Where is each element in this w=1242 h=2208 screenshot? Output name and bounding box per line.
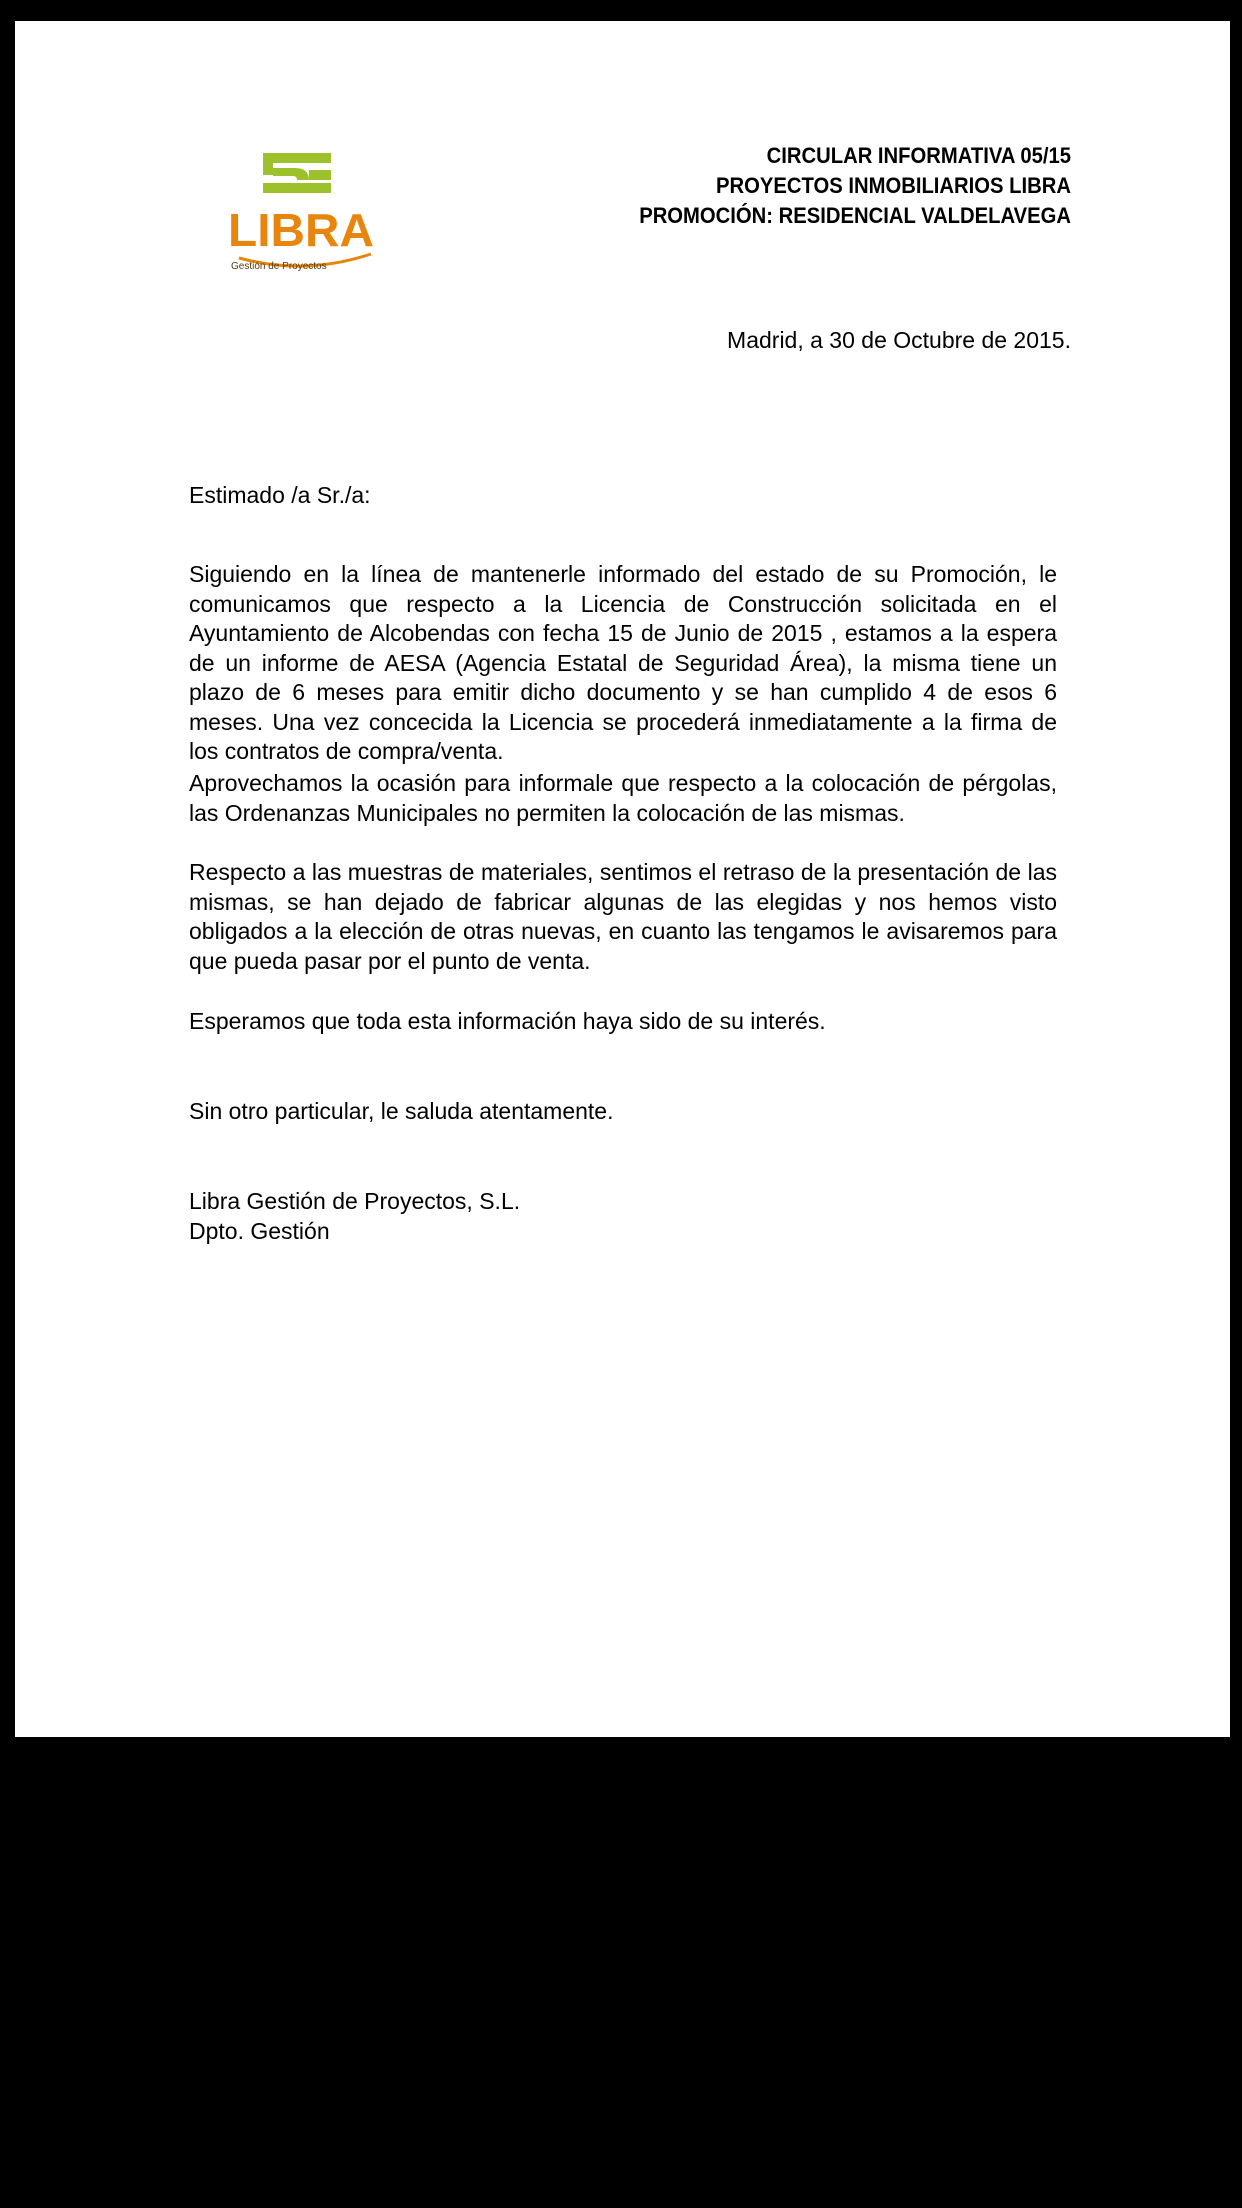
document-page [15,21,1230,1737]
paragraph-licence: Siguiendo en la línea de mantenerle informado del estado de su Promoción, le comunicamos que respecto a la Licencia de Construcción solicitada en el Ayuntamiento de Alcobendas con fecha 15 de Junio de 2015 , estamos a la espera de un informe de AESA (Agencia Estatal de Seguridad Área), la misma tiene un plazo de 6 meses para emitir dicho documento y se han cumplido 4 de esos 6 meses. Una vez concecida la Licencia se procederá inmediatamente a la firma de los contratos de compra/venta. [189,561,1057,764]
letter-date: Madrid, a 30 de Octubre de 2015. [727,327,1071,353]
signature-company: Libra Gestión de Proyectos, S.L. [189,1188,521,1214]
greeting: Estimado /a Sr./a: [189,482,371,508]
paragraph-interest: Esperamos que toda esta información haya sido de su interés. [189,1008,826,1034]
svg-text:Gestión de Proyectos: Gestión de Proyectos [231,261,327,272]
libra-logo [215,148,385,288]
paragraph-materials: Respecto a las muestras de materiales, sentimos el retraso de la presentación de las mismas, se han dejado de fabricar algunas de las elegidas y nos hemos visto obligados a la elección de otras nuevas, en cuanto las tengamos le avisaremos para que pueda pasar por el punto de venta. [189,859,1057,974]
signature-block [189,1187,1057,1246]
paragraph-pergolas: Aprovechamos la ocasión para informale que respecto a la colocación de pérgolas, las Ordenanzas Municipales no permiten la colocación de las mismas. [189,770,1057,826]
closing-line: Sin otro particular, le saluda atentamente. [189,1098,614,1124]
header-promotion: PROMOCIÓN: RESIDENCIAL VALDELAVEGA [639,203,1071,228]
svg-text:LIBRA: LIBRA [228,204,374,256]
header-circular-number: CIRCULAR INFORMATIVA 05/15 [766,143,1071,168]
libra-logo-icon [215,148,385,288]
circular-header [427,141,1071,231]
signature-department: Dpto. Gestión [189,1217,330,1244]
header-project-name: PROYECTOS INMOBILIARIOS LIBRA [716,173,1071,198]
